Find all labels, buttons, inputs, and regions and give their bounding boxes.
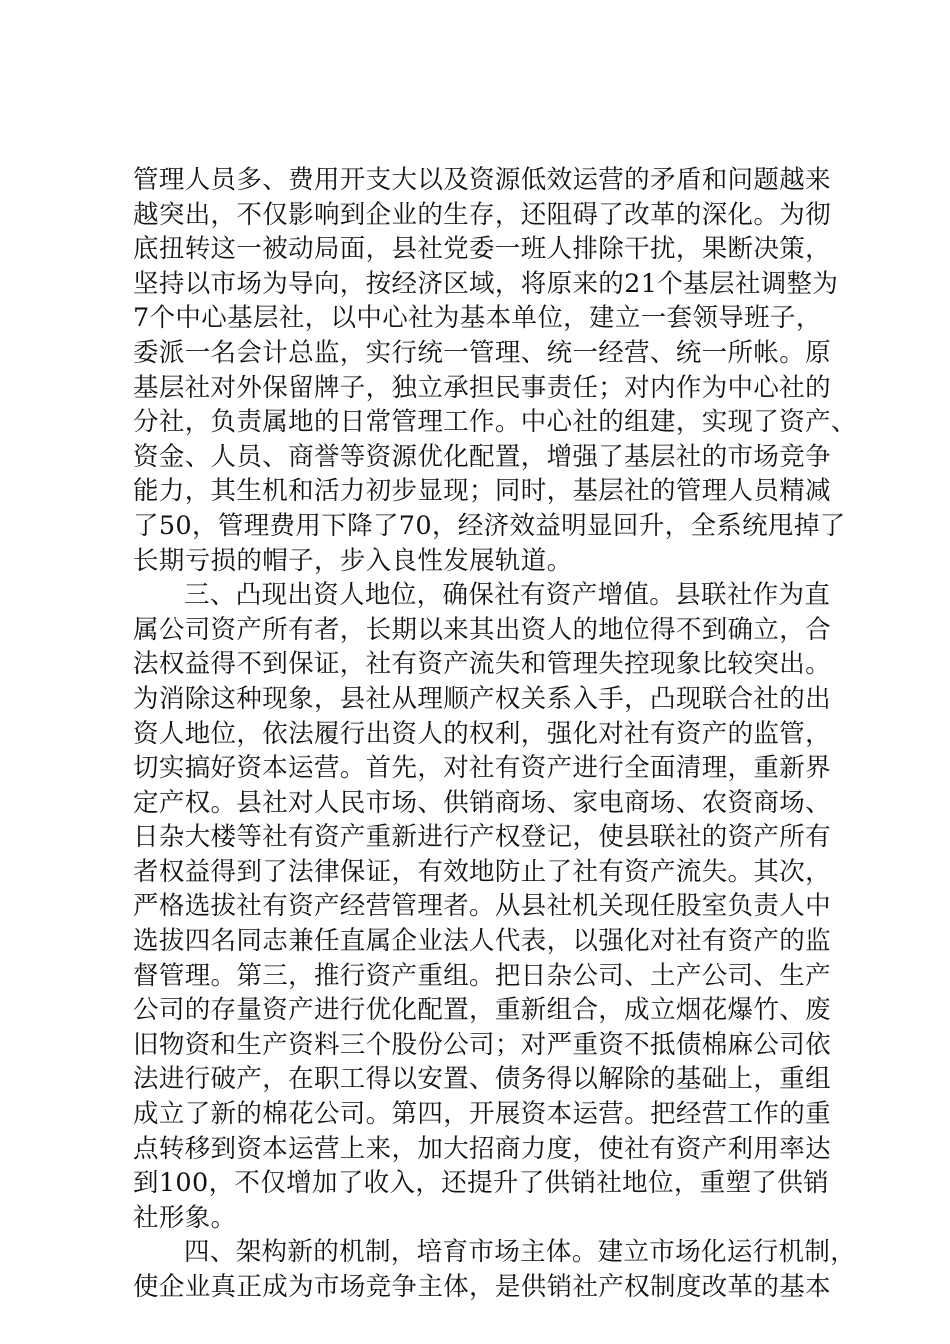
text-line: 委派一名会计总监，实行统一管理、统一经营、统一所帐。原 [133,337,831,368]
text-line: 7个中心基层社，以中心社为基本单位，建立一套领导班子， [133,303,822,334]
body-text [133,163,857,1305]
text-line: 了50，管理费用下降了70，经济效益明显回升，全系统甩掉了 [133,510,846,541]
text-line: 公司的存量资产进行优化配置，重新组合，成立烟花爆竹、废 [133,995,831,1026]
text-line: 管理人员多、费用开支大以及资源低效运营的矛盾和问题越来 [133,165,831,195]
text-line: 严格选拔社有资产经营管理者。从县社机关现任股室负责人中 [133,891,831,922]
text-line: 四、架构新的机制，培育市场主体。建立市场化运行机制， [184,1237,857,1268]
text-line: 底扭转这一被动局面，县社党委一班人排除干扰，果断决策， [133,234,831,265]
text-line: 者权益得到了法律保证，有效地防止了社有资产流失。其次， [133,856,831,887]
text-line: 能力，其生机和活力初步显现；同时，基层社的管理人员精减 [133,476,831,507]
text-line: 旧物资和生产资料三个股份公司；对严重资不抵债棉麻公司依 [133,1029,831,1060]
text-line: 坚持以市场为导向，按经济区域，将原来的21个基层社调整为 [133,268,839,299]
text-line: 三、凸现出资人地位，确保社有资产增值。县联社作为直 [184,580,831,611]
text-line: 成立了新的棉花公司。第四，开展资本运营。把经营工作的重 [133,1099,831,1130]
text-line: 为消除这种现象，县社从理顺产权关系入手，凸现联合社的出 [133,683,831,714]
text-line: 切实搞好资本运营。首先，对社有资产进行全面清理，重新界 [133,753,831,784]
text-line: 选拔四名同志兼任直属企业法人代表，以强化对社有资产的监 [133,926,831,957]
text-line: 越突出，不仅影响到企业的生存，还阻碍了改革的深化。为彻 [133,199,831,230]
text-line: 属公司资产所有者，长期以来其出资人的地位得不到确立，合 [133,614,831,645]
text-line: 基层社对外保留牌子，独立承担民事责任；对内作为中心社的 [133,372,831,403]
text-line: 使企业真正成为市场竞争主体，是供销社产权制度改革的基本 [133,1272,831,1302]
text-line: 到100，不仅增加了收入，还提升了供销社地位，重塑了供销 [133,1168,829,1199]
text-line: 督管理。第三，推行资产重组。把日杂公司、土产公司、生产 [133,960,831,991]
text-line: 资金、人员、商誉等资源优化配置，增强了基层社的市场竞争 [133,441,831,472]
text-line: 点转移到资本运营上来，加大招商力度，使社有资产利用率达 [133,1133,831,1164]
text-line: 定产权。县社对人民市场、供销商场、家电商场、农资商场、 [133,787,831,818]
text-line: 日杂大楼等社有资产重新进行产权登记，使县联社的资产所有 [133,822,831,853]
text-line: 社形象。 [133,1202,237,1233]
text-line: 分社，负责属地的日常管理工作。中心社的组建，实现了资产、 [133,407,857,438]
text-line: 长期亏损的帽子，步入良性发展轨道。 [133,545,573,576]
text-line: 法进行破产，在职工得以安置、债务得以解除的基础上，重组 [133,1064,831,1095]
text-line: 资人地位，依法履行出资人的权利，强化对社有资产的监管， [133,718,831,749]
text-line: 法权益得不到保证，社有资产流失和管理失控现象比较突出。 [133,649,831,680]
